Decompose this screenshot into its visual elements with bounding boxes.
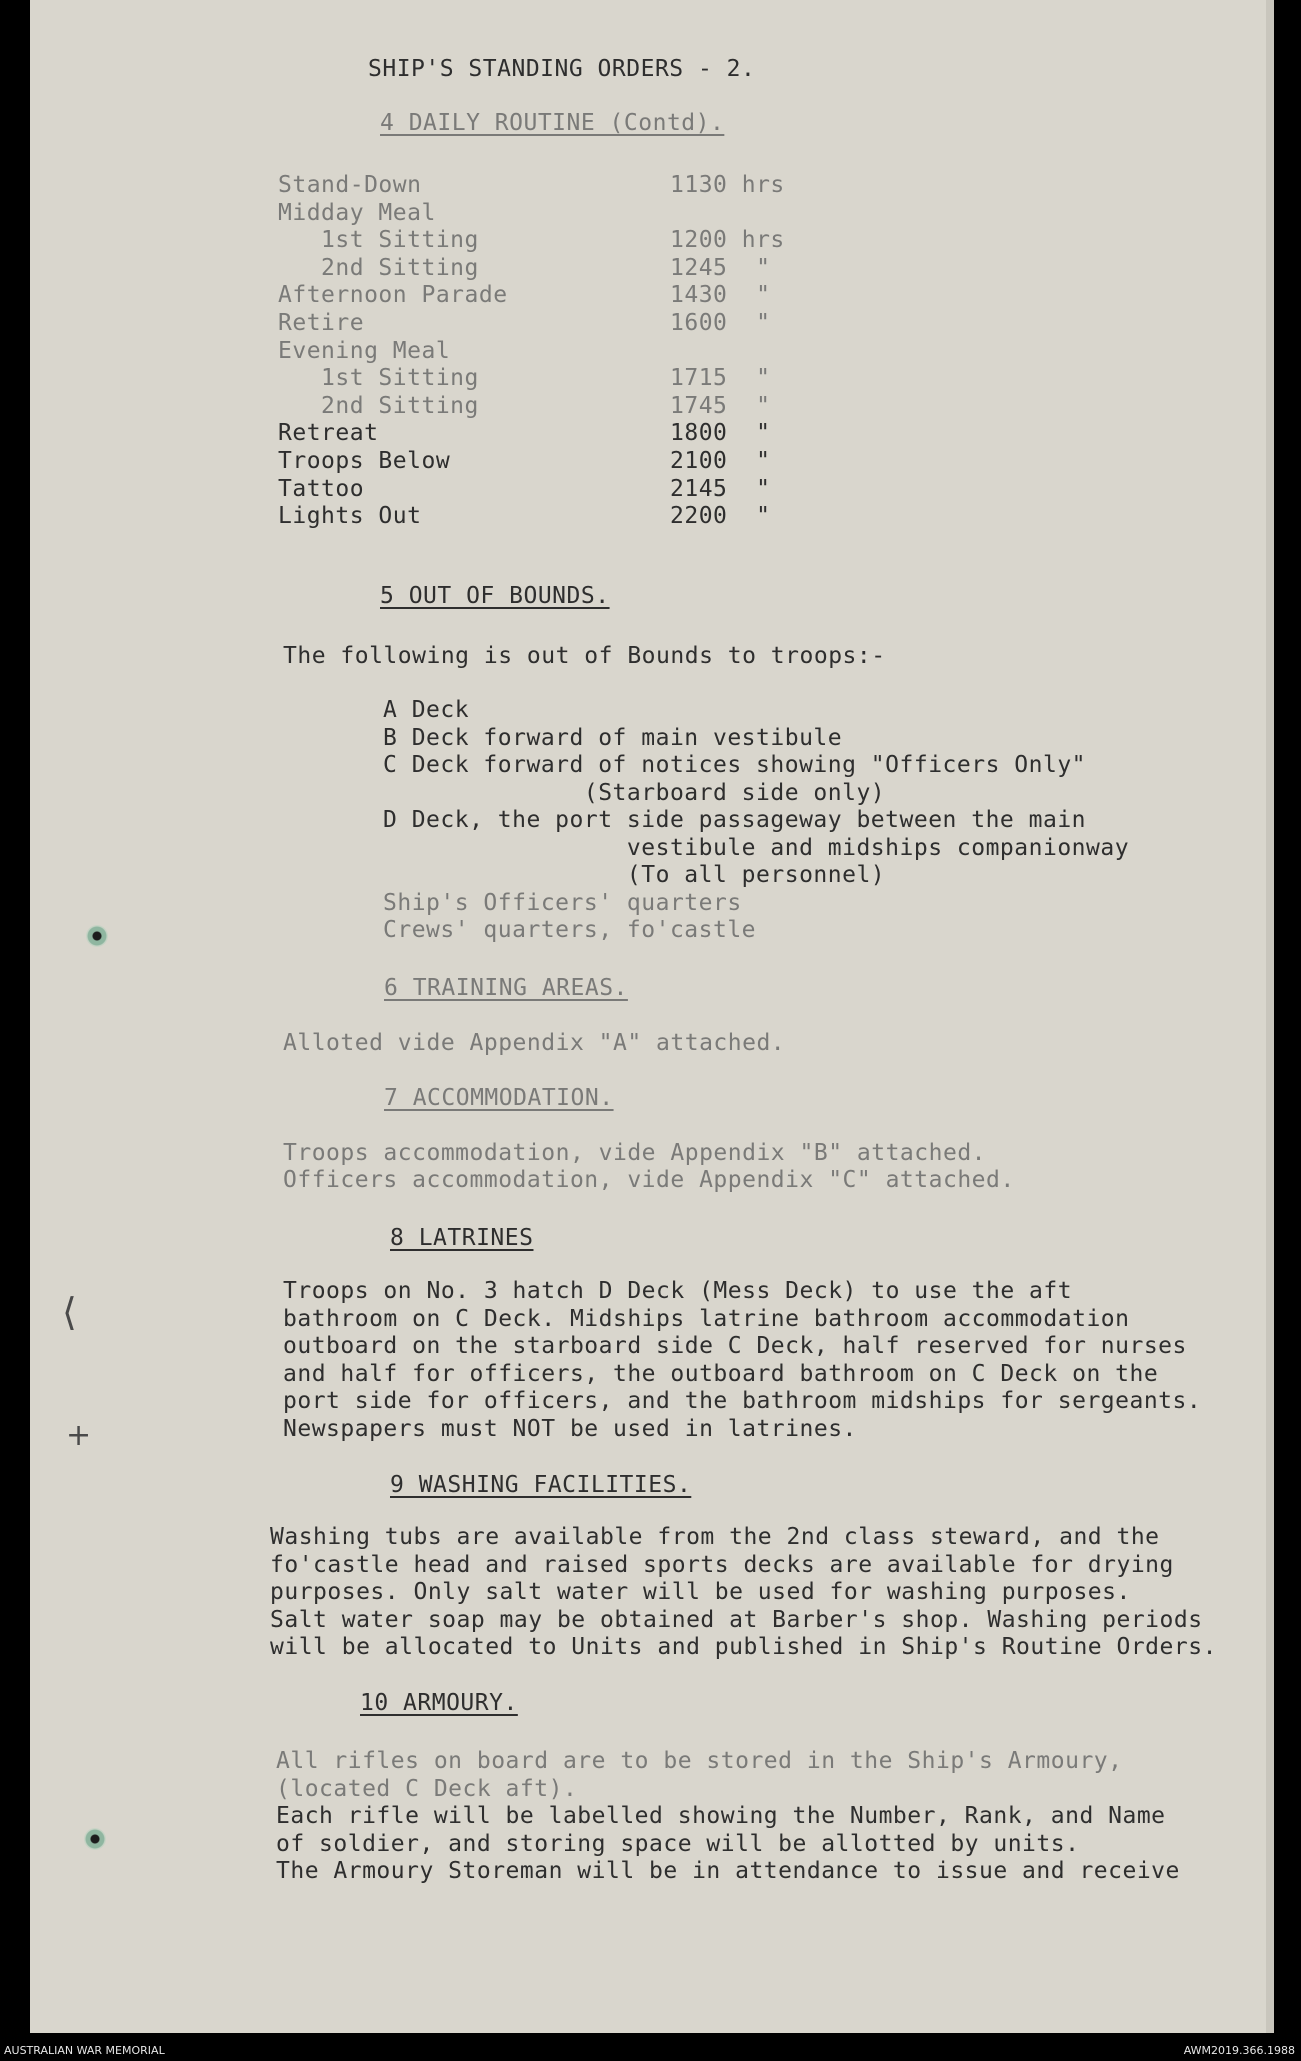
routine-time: 1245 " bbox=[670, 254, 771, 281]
text-line: bathroom on C Deck. Midships latrine bathroom accommodation bbox=[283, 1305, 1130, 1332]
text-line: purposes. Only salt water will be used for washing purposes. bbox=[270, 1579, 1131, 1605]
punch-hole bbox=[86, 925, 108, 947]
text-line: Newspapers must NOT be used in latrines. bbox=[283, 1415, 857, 1442]
routine-item: Stand-Down bbox=[278, 172, 422, 198]
text-line: Each rifle will be labelled showing the Number, Rank, and Name bbox=[276, 1803, 1166, 1829]
routine-item: Lights Out bbox=[278, 503, 422, 530]
out-of-bounds-item: C Deck forward of notices showing "Officers Only" bbox=[383, 752, 1087, 778]
footer-credit: AUSTRALIAN WAR MEMORIAL bbox=[4, 2044, 165, 2057]
text-line: port side for officers, and the bathroom midships for sergeants. bbox=[283, 1388, 1202, 1414]
text-line: Troops accommodation, vide Appendix "B" attached. bbox=[283, 1140, 987, 1166]
routine-item: Tattoo bbox=[278, 475, 365, 502]
text-line: Officers accommodation, vide Appendix "C" attached. bbox=[283, 1167, 1015, 1193]
out-of-bounds-item: (Starboard side only) bbox=[383, 779, 886, 806]
out-of-bounds-item: B Deck forward of main vestibule bbox=[383, 724, 843, 751]
routine-item: Retreat bbox=[278, 420, 379, 447]
routine-time: 1130 hrs bbox=[670, 172, 785, 198]
routine-time: 1600 " bbox=[670, 310, 771, 336]
routine-time: 1200 hrs bbox=[670, 227, 785, 254]
text-line: The Armoury Storeman will be in attendance to issue and receive bbox=[276, 1858, 1180, 1884]
section-heading: 5 OUT OF BOUNDS. bbox=[380, 583, 610, 609]
routine-time: 2100 " bbox=[670, 448, 771, 474]
routine-time: 1745 " bbox=[670, 392, 771, 419]
routine-item: Midday Meal bbox=[278, 199, 436, 226]
out-of-bounds-item: (To all personnel) bbox=[383, 862, 886, 888]
routine-time: 2200 " bbox=[670, 503, 771, 530]
section-heading: 4 DAILY ROUTINE (Contd). bbox=[380, 110, 725, 136]
section-heading: 8 LATRINES bbox=[390, 1225, 534, 1251]
routine-item: Afternoon Parade bbox=[278, 282, 508, 309]
routine-item: Retire bbox=[278, 310, 365, 336]
section-heading: 6 TRAINING AREAS. bbox=[384, 975, 628, 1001]
punch-hole bbox=[84, 1828, 106, 1850]
text-line: Salt water soap may be obtained at Barber's shop. Washing periods bbox=[270, 1606, 1203, 1633]
routine-item: Evening Meal bbox=[278, 337, 451, 364]
routine-time: 2145 " bbox=[670, 475, 771, 502]
routine-time: 1800 " bbox=[670, 420, 771, 447]
text-line: outboard on the starboard side C Deck, half reserved for nurses bbox=[283, 1333, 1187, 1359]
text-line: will be allocated to Units and published in Ship's Routine Orders. bbox=[270, 1634, 1217, 1660]
text-line: of soldier, and storing space will be allotted by units. bbox=[276, 1830, 1080, 1857]
routine-item: 2nd Sitting bbox=[278, 254, 479, 281]
text-line: and half for officers, the outboard bathroom on C Deck on the bbox=[283, 1360, 1159, 1387]
routine-item: Troops Below bbox=[278, 448, 451, 474]
paragraph: Alloted vide Appendix "A" attached. bbox=[283, 1030, 786, 1056]
routine-item: 1st Sitting bbox=[278, 227, 479, 254]
text-line: fo'castle head and raised sports decks are available for drying bbox=[270, 1551, 1174, 1578]
document-page bbox=[30, 0, 1273, 2033]
page-edge bbox=[1266, 0, 1274, 2033]
footer-accession: AWM2019.366.1988 bbox=[1183, 2044, 1295, 2057]
routine-item: 1st Sitting bbox=[278, 365, 479, 392]
out-of-bounds-item: D Deck, the port side passageway between the main bbox=[383, 807, 1087, 833]
out-of-bounds-item: vestibule and midships companionway bbox=[383, 834, 1130, 861]
out-of-bounds-item: Crews' quarters, fo'castle bbox=[383, 917, 757, 943]
page-header: SHIP'S STANDING ORDERS - 2. bbox=[368, 56, 756, 82]
text-line: (located C Deck aft). bbox=[276, 1775, 578, 1802]
out-of-bounds-item: Ship's Officers' quarters bbox=[383, 889, 742, 916]
section-heading: 9 WASHING FACILITIES. bbox=[390, 1472, 692, 1498]
routine-time: 1430 " bbox=[670, 282, 771, 309]
routine-item: 2nd Sitting bbox=[278, 392, 479, 419]
text-line: Washing tubs are available from the 2nd class steward, and the bbox=[270, 1524, 1160, 1550]
paragraph: The following is out of Bounds to troops:- bbox=[283, 643, 886, 669]
text-line: Troops on No. 3 hatch D Deck (Mess Deck) to use the aft bbox=[283, 1278, 1073, 1304]
pencil-mark: ⟨ bbox=[62, 1290, 77, 1334]
routine-time: 1715 " bbox=[670, 365, 771, 392]
section-heading: 7 ACCOMMODATION. bbox=[384, 1085, 614, 1111]
section-heading: 10 ARMOURY. bbox=[360, 1690, 518, 1716]
pencil-mark: + bbox=[66, 1418, 92, 1453]
out-of-bounds-item: A Deck bbox=[383, 697, 470, 723]
text-line: All rifles on board are to be stored in the Ship's Armoury, bbox=[276, 1748, 1123, 1774]
